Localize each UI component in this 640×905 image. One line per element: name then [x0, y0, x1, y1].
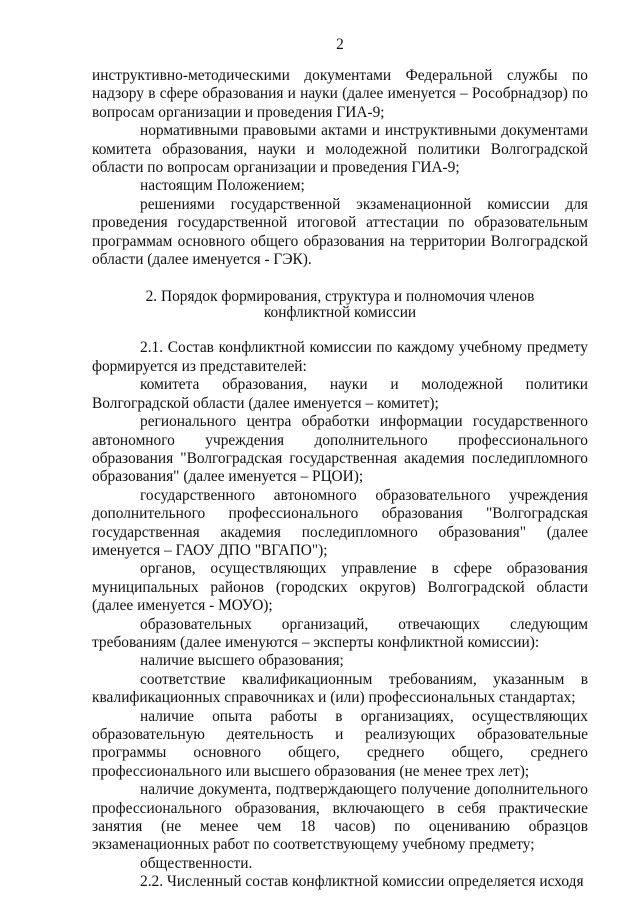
- paragraph: инструктивно-методическими документами Федеральной службы по надзору в сфере образования и науки (далее именуется – Рособрнадзор) по вопросам организации и проведения ГИА-9;: [92, 67, 588, 121]
- paragraph: 2.1. Состав конфликтной комиссии по каждому учебному предмету формируется из представителей:: [92, 339, 588, 375]
- paragraph: наличие опыта работы в организациях, осуществляющих образовательную деятельность и реализующих образовательные программы основного общего, среднего общего, среднего профессионального или высшего образования (не менее трех лет);: [92, 707, 588, 780]
- paragraph: органов, осуществляющих управление в сфере образования муниципальных районов (городских округов) Волгоградской области (далее именуется - МОУО);: [92, 560, 588, 615]
- paragraph: наличие высшего образования;: [140, 652, 344, 670]
- paragraph: 2.2. Численный состав конфликтной комиссии определяется исходя: [140, 873, 584, 891]
- paragraphs-after-heading: [92, 339, 588, 891]
- paragraph: соответствие квалификационным требованиям, указанным в квалификационных справочниках и (или) профессиональных стандартах;: [92, 670, 588, 707]
- section-heading-line: 2. Порядок формирования, структура и полномочия членов: [145, 288, 535, 306]
- section-heading: [116, 289, 564, 320]
- paragraph: наличие документа, подтверждающего получение дополнительного профессионального образования, включающего в себя практические занятия (не менее чем 18 часов) по оцениванию образцов экзаменационных работ по соответствующему учебному предмету;: [92, 781, 588, 854]
- paragraph: регионального центра обработки информации государственного автономного учреждения дополнительного профессионального образования "Волгоградская государственная академия последипломного образования" (далее именуется – РЦОИ);: [92, 413, 588, 486]
- paragraph: образовательных организаций, отвечающих следующим требованиям (далее именуются – эксперты конфликтной комиссии):: [92, 615, 588, 651]
- paragraph: решениями государственной экзаменационной комиссии для проведения государственной итоговой аттестации по образовательным программам основного общего образования на территории Волгоградской области (далее именуется - ГЭК).: [92, 195, 588, 269]
- paragraph: государственного автономного образовательного учреждения дополнительного профессионального образования "Волгоградская государственная академия последипломного образования" (далее именуется – ГАОУ ДПО "ВГАПО");: [92, 486, 588, 559]
- paragraph: общественности.: [140, 854, 253, 872]
- paragraph: комитета образования, науки и молодежной политики Волгоградской области (далее именуется – комитет);: [92, 376, 588, 412]
- paragraph: нормативными правовыми актами и инструктивными документами комитета образования, науки и молодежной политики Волгоградской области по вопросам организации и проведения ГИА-9;: [92, 122, 588, 177]
- section-heading-line: конфликтной комиссии: [263, 303, 417, 321]
- page-number: 2: [336, 36, 344, 53]
- paragraphs-before-heading: [92, 67, 588, 269]
- paragraph: настоящим Положением;: [140, 177, 305, 195]
